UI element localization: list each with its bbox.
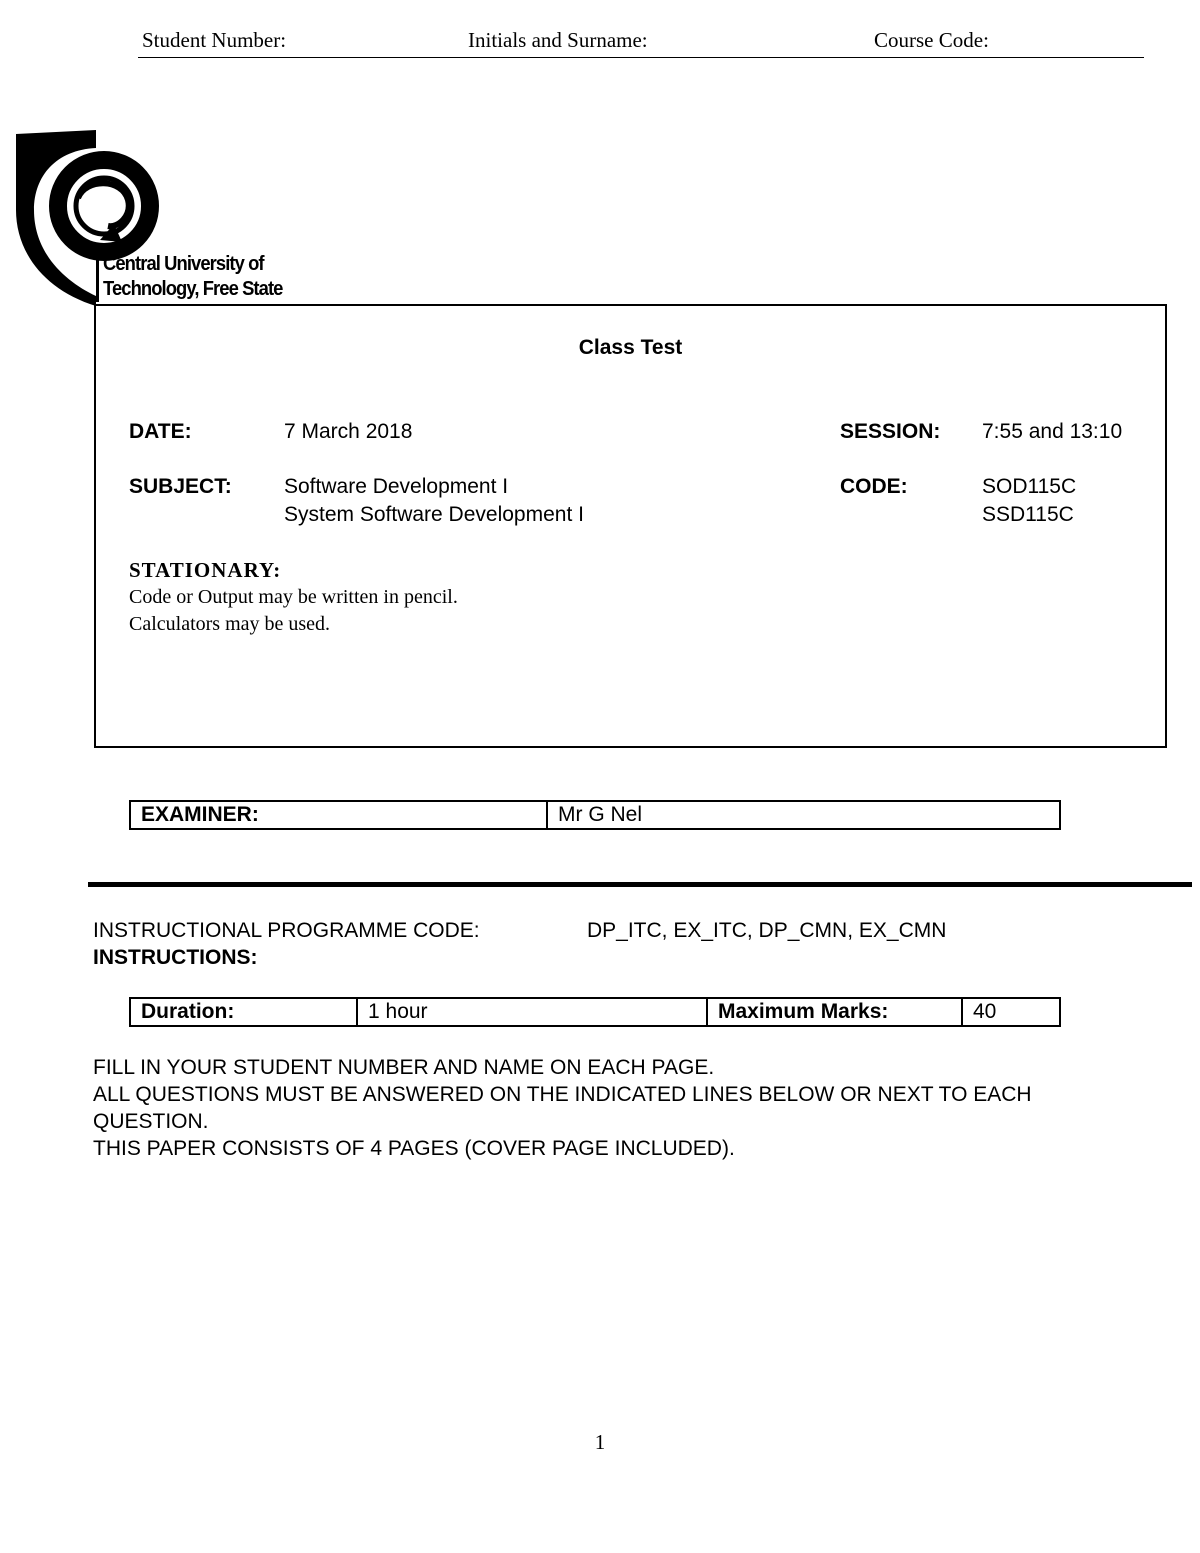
logo-line-1: Central University of (103, 253, 264, 275)
session-label: SESSION: (840, 420, 941, 443)
date-label: DATE: (129, 420, 192, 443)
code-value-1: SOD115C (982, 475, 1077, 498)
code-value-2: SSD115C (982, 503, 1074, 526)
logo-line-2: Technology, Free State (103, 278, 283, 300)
examiner-row (129, 800, 1061, 830)
code-label: CODE: (840, 475, 908, 498)
instruction-line-1: FILL IN YOUR STUDENT NUMBER AND NAME ON EACH PAGE. (93, 1056, 715, 1079)
subject-value-1: Software Development I (284, 475, 509, 498)
course-code-label: Course Code: (874, 28, 989, 52)
page-header (138, 28, 1144, 58)
subject-label: SUBJECT: (129, 475, 232, 498)
cover-details-box (94, 304, 1167, 748)
duration-label: Duration: (131, 999, 358, 1025)
page-number: 1 (594, 1430, 606, 1454)
stationary-title: STATIONARY: (129, 558, 282, 582)
session-value: 7:55 and 13:10 (982, 420, 1123, 443)
date-value: 7 March 2018 (284, 420, 413, 443)
stationary-line-1: Code or Output may be written in pencil. (129, 586, 458, 608)
duration-value: 1 hour (358, 999, 708, 1025)
max-marks-label: Maximum Marks: (708, 999, 963, 1025)
examiner-label: EXAMINER: (131, 802, 548, 828)
logo-wordmark (103, 252, 282, 302)
section-divider (88, 882, 1192, 887)
subject-value-2: System Software Development I (284, 503, 584, 526)
duration-row (129, 997, 1061, 1027)
programme-code-label: INSTRUCTIONAL PROGRAMME CODE: (93, 919, 480, 942)
instruction-line-2: ALL QUESTIONS MUST BE ANSWERED ON THE INDICATED LINES BELOW OR NEXT TO EACH (93, 1083, 1032, 1106)
programme-code-value: DP_ITC, EX_ITC, DP_CMN, EX_CMN (587, 919, 947, 942)
examiner-value: Mr G Nel (558, 803, 642, 826)
stationary-line-2: Calculators may be used. (129, 613, 331, 635)
page-title: Class Test (578, 336, 683, 359)
student-number-label: Student Number: (142, 28, 287, 52)
initials-surname-label: Initials and Surname: (468, 28, 648, 52)
max-marks-value: 40 (973, 1000, 997, 1023)
instructions-title: INSTRUCTIONS: (93, 946, 258, 969)
instruction-line-3: QUESTION. (93, 1110, 209, 1133)
instruction-line-4: THIS PAPER CONSISTS OF 4 PAGES (COVER PAGE INCLUDED). (93, 1137, 735, 1160)
